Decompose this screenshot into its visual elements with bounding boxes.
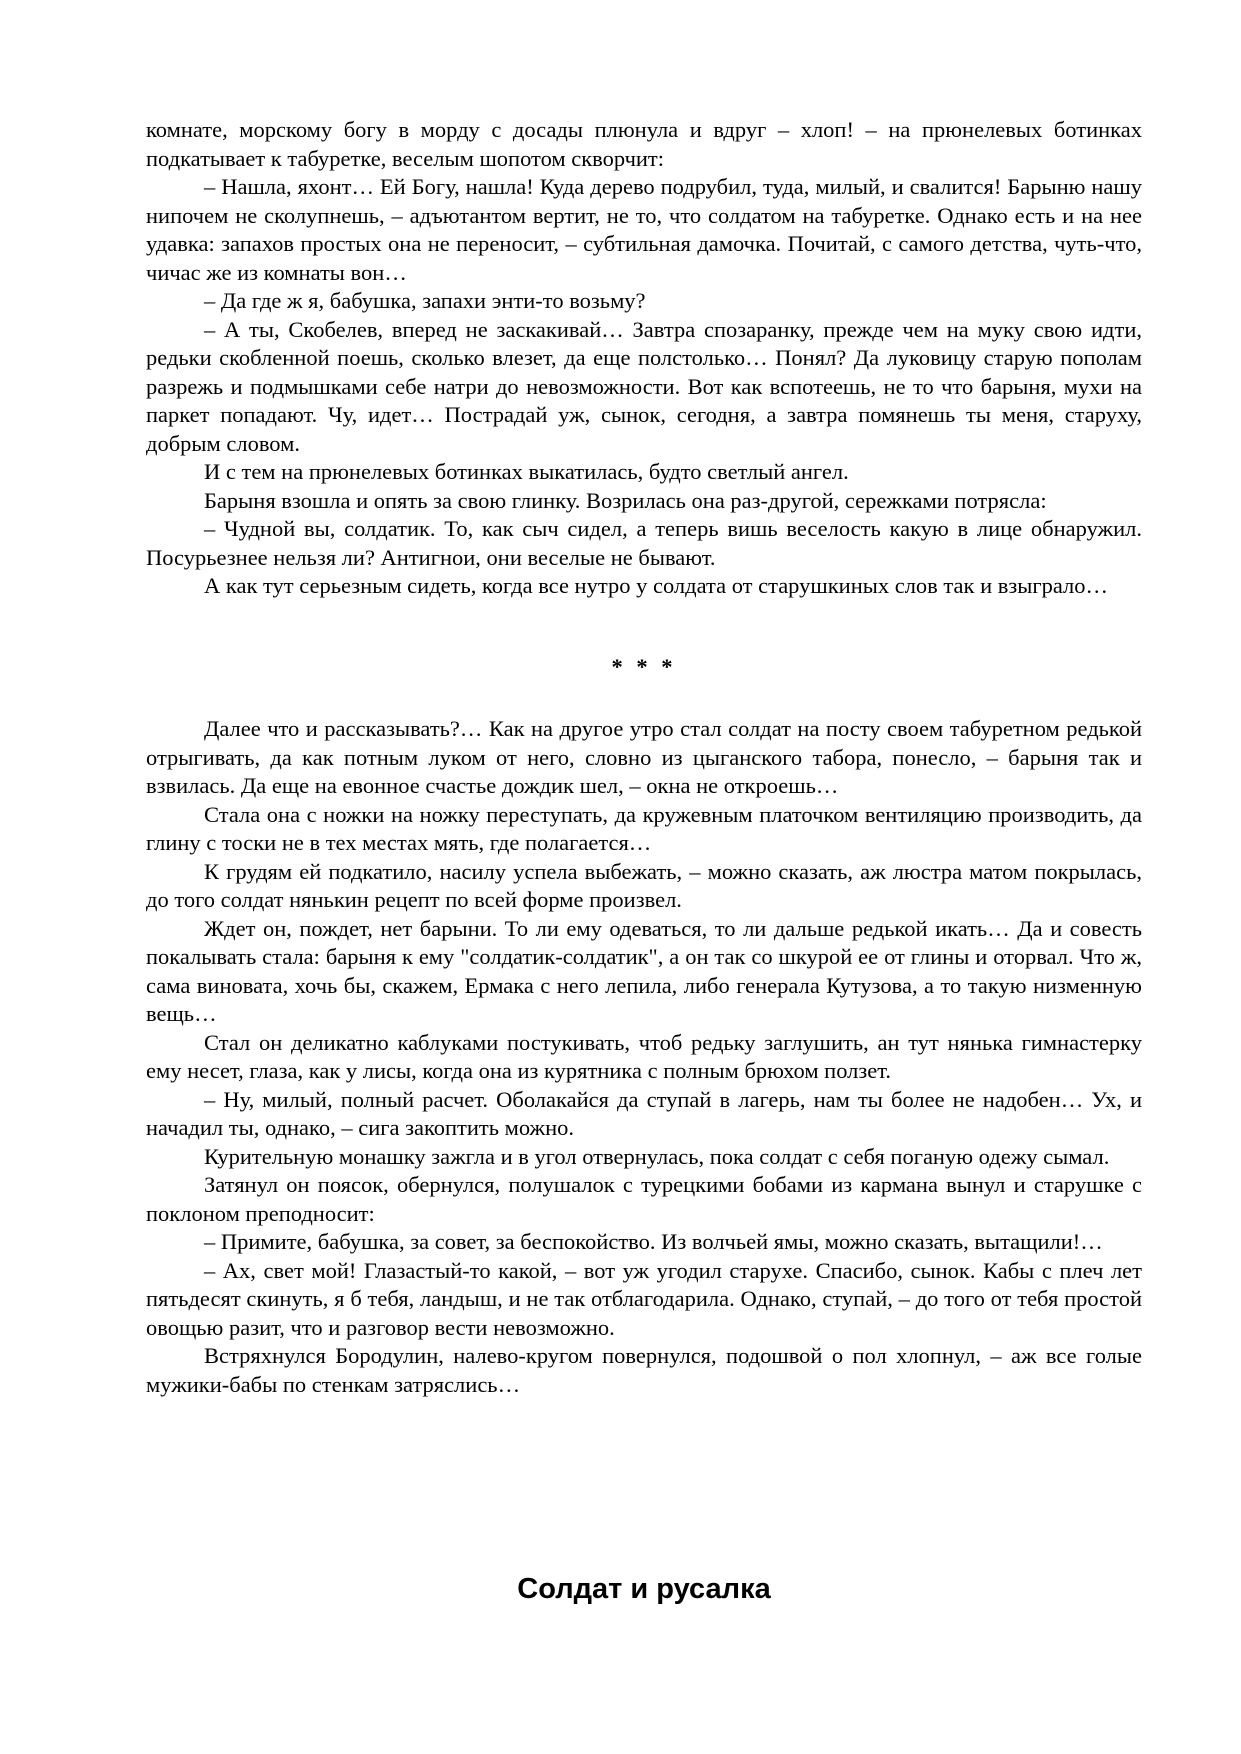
paragraph: – Чудной вы, солдатик. То, как сыч сидел, а теперь вишь веселость какую в лице обнаружил. Посурьезнее нельзя ли? Антигнои, они веселые не бывают. <box>146 516 1142 570</box>
paragraph: – Ну, милый, полный расчет. Оболакайся да ступай в лагерь, нам ты более не надобен… Ух, и начадил ты, однако, – сига закоптить можно. <box>146 1086 1142 1140</box>
chapter-title: Солдат и русалка <box>517 1573 771 1606</box>
paragraph: – А ты, Скобелев, вперед не заскакивай… Завтра спозаранку, прежде чем на муку свою идти, редьки скобленной поешь, сколько влезет, да еще полстолько… Понял? Да луковицу старую пополам разрежь и подмышками себе натри до невозможности. Вот как вспотеешь, не то что барыня, мухи на паркет попадают. Чу, идет… Пострадай уж, сынок, сегодня, а завтра помянешь ты меня, старуху, добрым словом. <box>146 316 1142 456</box>
paragraph: Встряхнулся Бородулин, налево-кругом повернулся, подошвой о пол хлопнул, – аж все голые мужики-бабы по стенкам затряслись… <box>146 1343 1142 1397</box>
section-separator: * * * <box>611 653 677 679</box>
paragraph: – Да где ж я, бабушка, запахи энти-то возьму? <box>204 288 646 313</box>
paragraph: Стала она с ножки на ножку переступать, да кружевным платочком вентиляцию производить, да глину с тоски не в тех местах мять, где полагается… <box>146 801 1142 855</box>
paragraph: Затянул он поясок, обернулся, полушалок с турецкими бобами из кармана вынул и старушке с поклоном преподносит: <box>146 1172 1142 1226</box>
paragraph: Курительную монашку зажгла и в угол отвернулась, пока солдат с себя поганую одежу сымал. <box>204 1143 1110 1169</box>
paragraph: Далее что и рассказывать?… Как на другое утро стал солдат на посту своем табуретном редькой отрыгивать, да как потным луком от него, словно из цыганского табора, понесло, – барыня так и взвилась. Да еще на евонное счастье дождик шел, – окна не откроешь… <box>146 716 1142 798</box>
paragraph: К грудям ей подкатило, насилу успела выбежать, – можно сказать, аж люстра матом покрылась, до того солдат нянькин рецепт по всей форме произвел. <box>146 858 1142 912</box>
page-body <box>146 116 1142 1606</box>
paragraph: Ждет он, пождет, нет барыни. То ли ему одеваться, то ли дальше редькой икать… Да и совесть покалывать стала: барыня к ему "солдатик-солдатик", а он так со шкурой ее от глины и оторвал. Что ж, сама виновата, хочь бы, скажем, Ермака с него лепила, либо генерала Кутузова, а то такую низменную вещь… <box>146 915 1142 1026</box>
paragraph: – Нашла, яхонт… Ей Богу, нашла! Куда дерево подрубил, туда, милый, и свалится! Барыню нашу нипочем не сколупнешь, – адъютантом вертит, не то, что солдатом на табуретке. Однако есть и на нее удавка: запахов простых она не переносит, – субтильная дамочка. Почитай, с самого детства, чуть-что, чичас же из комнаты вон… <box>146 174 1142 285</box>
paragraph: Стал он деликатно каблуками постукивать, чтоб редьку заглушить, ан тут нянька гимнастерку ему несет, глаза, как у лисы, когда она из курятника с полным брюхом ползет. <box>146 1029 1142 1083</box>
paragraph: Барыня взошла и опять за свою глинку. Возрилась она раз-другой, сережками потрясла: <box>204 487 1047 513</box>
paragraph: комнате, морскому богу в морду с досады плюнула и вдруг – хлоп! – на прюнелевых ботинках подкатывает к табуретке, веселым шопотом скворчит: <box>146 117 1142 171</box>
paragraph: А как тут серьезным сидеть, когда все нутро у солдата от старушкиных слов так и взыграло… <box>204 573 1109 598</box>
paragraph: – Примите, бабушка, за совет, за беспокойство. Из волчьей ямы, можно сказать, вытащили!… <box>204 1229 1103 1254</box>
paragraph: – Ах, свет мой! Глазастый-то какой, – вот уж угодил старухе. Спасибо, сынок. Кабы с плеч лет пятьдесят скинуть, я б тебя, ландыш, и не так отблагодарила. Однако, ступай, – до того от тебя простой овощью разит, что и разговор вести невозможно. <box>146 1257 1142 1340</box>
paragraph: И с тем на прюнелевых ботинках выкатилась, будто светлый ангел. <box>204 459 849 484</box>
